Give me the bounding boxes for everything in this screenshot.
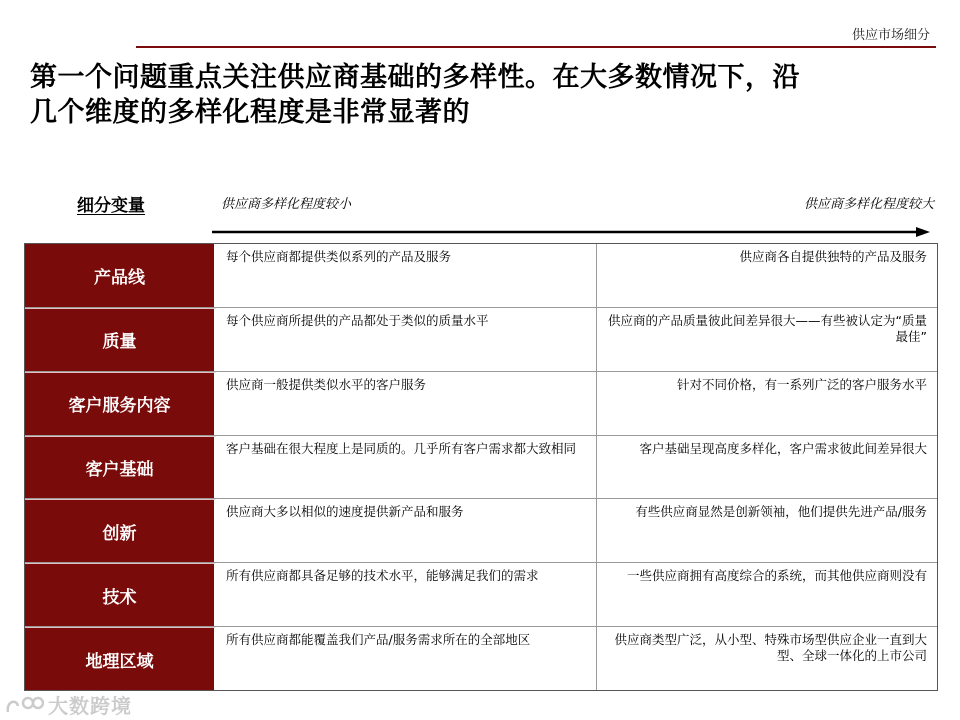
low-diversity-cell: 供应商一般提供类似水平的客户服务 [216, 372, 597, 435]
row-header: 创新 [25, 499, 216, 562]
watermark [4, 690, 132, 719]
table-row [25, 626, 937, 690]
table-row [25, 562, 937, 626]
segmentation-variable-label: 细分变量 [77, 196, 145, 216]
section-label: 供应市场细分 [851, 28, 930, 43]
page-title-line-2: 几个维度的多样化程度是非常显著的 [30, 97, 470, 128]
row-header: 地理区域 [25, 627, 216, 690]
brand-logo-icon [4, 694, 44, 716]
row-header: 质量 [25, 308, 216, 371]
high-diversity-cell: 针对不同价格，有一系列广泛的客户服务水平 [676, 376, 927, 392]
diversity-arrow-icon [212, 224, 930, 240]
high-diversity-cell: 一些供应商拥有高度综合的系统，而其他供应商则没有 [626, 568, 927, 584]
table-row [25, 307, 937, 371]
axis-high-label: 供应商多样化程度较大 [803, 197, 934, 212]
table-row [25, 435, 937, 499]
row-header: 产品线 [25, 244, 216, 307]
high-diversity-cell: 供应商各自提供独特的产品及服务 [739, 249, 927, 264]
row-header: 客户基础 [25, 436, 216, 499]
table-row [25, 244, 937, 307]
page-title [30, 60, 940, 130]
high-diversity-cell: 客户基础呈现高度多样化，客户需求彼此间差异很大 [639, 440, 927, 456]
low-diversity-cell: 供应商大多以相似的速度提供新产品和服务 [216, 499, 597, 562]
low-diversity-cell: 所有供应商都能覆盖我们产品/服务需求所在的全部地区 [216, 627, 597, 690]
watermark-text: 大数跨境 [48, 694, 132, 718]
low-diversity-cell: 所有供应商都具备足够的技术水平，能够满足我们的需求 [216, 563, 597, 626]
low-diversity-cell: 客户基础在很大程度上是同质的。几乎所有客户需求都大致相同 [216, 436, 597, 499]
page-title-line-1: 第一个问题重点关注供应商基础的多样性。在大多数情况下，沿 [30, 62, 800, 93]
table-row [25, 371, 937, 435]
table-row [25, 498, 937, 562]
low-diversity-cell: 每个供应商所提供的产品都处于类似的质量水平 [216, 308, 597, 371]
row-header: 客户服务内容 [25, 372, 216, 435]
header-divider [136, 46, 936, 48]
high-diversity-cell: 有些供应商显然是创新领袖，他们提供先进产品/服务 [635, 504, 927, 520]
segmentation-table [24, 243, 938, 691]
row-header: 技术 [25, 563, 216, 626]
high-diversity-cell: 供应商类型广泛，从小型、特殊市场型供应企业一直到大型、全球一体化的上市公司 [614, 632, 927, 664]
high-diversity-cell: 供应商的产品质量彼此间差异很大——有些被认定为“质量最佳” [608, 312, 927, 344]
low-diversity-cell: 每个供应商都提供类似系列的产品及服务 [216, 244, 597, 307]
axis-low-label: 供应商多样化程度较小 [221, 197, 352, 212]
